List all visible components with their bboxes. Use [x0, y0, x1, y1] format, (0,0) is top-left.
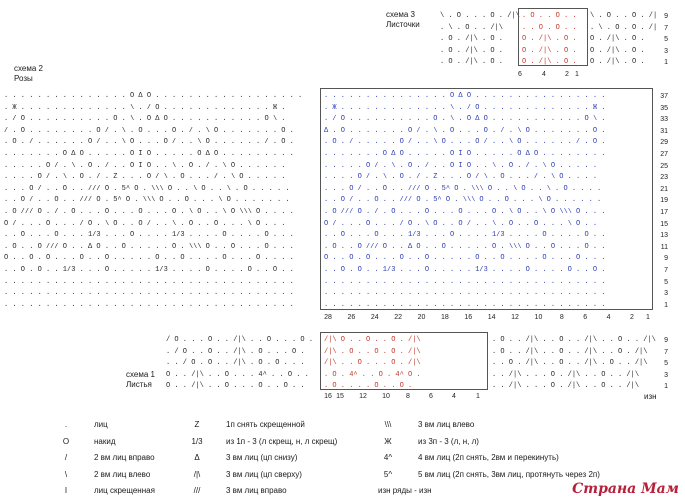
scheme3-row-number: 9 — [664, 13, 668, 20]
scheme2-col-number: 10 — [534, 314, 543, 321]
scheme2-col-number: 6 — [583, 314, 588, 321]
scheme1-row-repeat-stitches: /|\ . O . . O . O . /|\ — [324, 347, 421, 356]
scheme2-row-left-stitches: . . . . . . . . . . . . . . . . . . . . . . . . . . . . . . . . . . . — [4, 289, 294, 298]
scheme1-col-number: 6 — [429, 393, 433, 400]
scheme1-title-line2: Листья — [126, 380, 152, 389]
scheme3-highlight-frame — [518, 8, 588, 66]
scheme1-col-number: 10 — [382, 393, 390, 400]
scheme1-col-number: 16 — [324, 393, 332, 400]
scheme2-row-repeat-stitches: . . O / . . O . . /// O . 5^ O . \\\ O . . O . . . \ O . . . . . . — [324, 196, 602, 205]
scheme3-row-right-stitches: O . /|\ . O . — [590, 58, 645, 66]
legend-symbol: 5^ — [383, 469, 393, 479]
scheme1-col-number: 1 — [476, 393, 480, 400]
scheme2-row-number: 15 — [660, 220, 668, 228]
scheme2-row-left-stitches: . O . / . . . . . . O / . . \ O . . . O / . . \ O . . . . . . / . O . — [4, 138, 294, 147]
scheme2-title-line2: Розы — [14, 74, 33, 83]
legend-symbol: 4^ — [383, 453, 393, 463]
scheme1-row-right-stitches: . . O . /|\ . . O . . /|\ . O . . /|\ — [492, 359, 648, 367]
scheme3-row-repeat-stitches: . O . . O . . — [522, 12, 577, 20]
scheme3-row-repeat-stitches: O . /|\ . O . — [522, 46, 577, 55]
scheme3-row-repeat-stitches: O . /|\ . O . — [522, 35, 577, 43]
scheme2-row-left-stitches: . . . O / . . O . . /// O . 5^ O . \\\ O . . \ O . . \ . O . . . . . — [4, 184, 290, 193]
scheme1-row-left-stitches: / O . . . O . . /|\ . . O . . . O . — [166, 336, 314, 344]
legend-description: 3 вм лиц (цп сверху) — [226, 469, 302, 479]
legend-symbol: Δ — [194, 453, 200, 463]
scheme2-row-number: 9 — [664, 255, 668, 263]
scheme3-col-number: 2 — [565, 71, 569, 78]
scheme2-row-repeat-stitches: . . O . . . O . . . 1/3 . . . O . . . . 1/3 . . . . O . . . . O . . — [324, 231, 606, 240]
legend-description: 2 вм лиц вправо — [94, 453, 155, 463]
scheme2-col-number: 1 — [646, 314, 650, 321]
scheme1-row-right-stitches: . O . . /|\ . . O . . /|\ . . O . /|\ — [492, 347, 648, 356]
scheme3-row-number: 3 — [664, 47, 668, 55]
scheme2-row-repeat-stitches: . . . . . . . . . . . . . . . . . . . . . . . . . . . . . . . . . . — [324, 289, 606, 298]
scheme2-col-number: 22 — [394, 314, 403, 321]
scheme3-row-right-stitches: O . /|\ . O . — [590, 46, 645, 55]
scheme2-row-repeat-stitches: . Ж . . . . . . . . . . . . . \ . / O . . . . . . . . . . . . . Ж . — [324, 103, 606, 112]
legend-symbol: / — [64, 453, 68, 463]
scheme1-row-number: 7 — [664, 348, 668, 356]
scheme3-row-left-stitches: . O . /|\ . O . — [440, 35, 504, 43]
legend-symbol: Z — [194, 420, 200, 429]
scheme2-row-left-stitches: . . . . . . . . . . . . . . . . . . . . . . . . . . . . . . . . . . . — [4, 300, 294, 309]
scheme2-row-left-stitches: . / O . . . . . . . . . . O . \ . O Δ O . . . . . . . . . . . O \ . — [4, 115, 286, 124]
scheme2-row-left-stitches: . . . . O / . \ . O . / . Z . . . O / \ . O . . . / . \ O . . . . . — [4, 173, 286, 182]
scheme2-row-repeat-stitches: . O . / . . . . . O / . . \ O . . . O / . . \ O . . . . . . / . O . — [324, 138, 606, 147]
scheme3-title-line2: Листочки — [386, 20, 420, 29]
scheme1-row-repeat-stitches: /|\ . . O . . . O . /|\ — [324, 359, 421, 367]
scheme2-col-number: 18 — [441, 314, 449, 321]
scheme2-row-number: 27 — [660, 151, 668, 158]
scheme2-row-repeat-stitches: . . . . . . . O Δ O . . . . . O I O . . . . . O Δ O . . . . . . . . — [324, 150, 606, 158]
scheme1-row-right-stitches: . . /|\ . . . O . /|\ . . O . . /|\ — [492, 370, 640, 379]
scheme1-col-number: 12 — [359, 393, 367, 400]
scheme2-repeat-frame — [320, 88, 653, 310]
legend-description: лиц скрещенная — [94, 486, 155, 496]
scheme2-row-number: 21 — [660, 185, 668, 193]
scheme2-col-number: 26 — [347, 314, 356, 321]
scheme2-row-repeat-stitches: . . . O / . . O . . /// O . 5^ O . \\\ O . . \ O . . \ . O . . . . — [324, 184, 602, 193]
legend-symbol: . — [64, 420, 68, 429]
legend-description: 3 вм лиц влево — [418, 420, 475, 429]
scheme2-row-number: 17 — [660, 209, 668, 216]
scheme2-row-number: 3 — [664, 290, 668, 298]
scheme2-row-left-stitches: . . O . O . . 1/3 . . . O . . . . . 1/3 . . . . O . . . . O . . O . . — [4, 266, 294, 274]
scheme2-row-number: 1 — [664, 301, 668, 309]
scheme2-row-repeat-stitches: Δ . O . . . . . . . O / . \ . O . . . O . / . \ O . . . . . . . O . — [324, 126, 606, 135]
scheme3-col-number: 6 — [518, 71, 522, 78]
scheme2-row-left-stitches: . . O . . . O . . . 1/3 . . . O . . . . 1/3 . . . . O . . . . O . . . — [4, 231, 294, 240]
scheme3-row-right-stitches: O . /|\ . O . — [590, 35, 645, 43]
legend-symbol: \\\ — [384, 420, 392, 429]
legend-description: 3 вм лиц вправо — [226, 486, 287, 496]
scheme2-row-repeat-stitches: . . . . O / . \ . O . / . Z . . . O / \ . O . . . / . \ O . . . . — [324, 173, 598, 182]
scheme2-row-left-stitches: . . O / . . O . . /// O . 5^ O . \\\ O . . O . . . \ O . . . . . . . — [4, 196, 290, 205]
scheme1-row-left-stitches: . . / O . O . . /|\ . O . O . . . — [166, 359, 305, 367]
scheme1-col-number: 4 — [452, 393, 456, 400]
scheme2-col-number: 12 — [511, 314, 519, 321]
scheme3-row-number: 7 — [664, 24, 668, 32]
scheme2-row-left-stitches: / . O . . . . . . . . O / . \ . O . . . O . / . \ O . . . . . . . O . — [4, 126, 294, 135]
scheme2-row-repeat-stitches: O . . O . O . . . O . . O . . . . . O . . O . . . . O . . . O . . . — [324, 254, 606, 263]
scheme2-row-number: 37 — [660, 93, 668, 100]
scheme2-col-number: 8 — [559, 314, 564, 321]
scheme2-row-left-stitches: . Ж . . . . . . . . . . . . . \ . / O . . . . . . . . . . . . . Ж . — [4, 103, 286, 112]
scheme2-row-left-stitches: O . . O . O . . . O . . O . . . . . O . . O . . . . O . . . O . . . . — [4, 254, 294, 263]
scheme2-col-number: 20 — [417, 314, 426, 321]
scheme2-row-left-stitches: . . . . . . . . . . . . . . . O Δ O . . . . . . . . . . . . . . . . . . — [4, 92, 303, 100]
scheme2-row-repeat-stitches: . . . . . . . . . . . . . . . . . . . . . . . . . . . . . . . . . . — [324, 277, 606, 286]
scheme2-row-number: 7 — [664, 267, 668, 274]
scheme1-row-number: 1 — [664, 383, 668, 390]
scheme1-row-right-stitches: . . /|\ . . . O . /|\ . . O . . /|\ — [492, 382, 640, 390]
scheme2-row-repeat-stitches: . . . . . . . . . . . . . . . O Δ O . . . . . . . . . . . . . . . . — [324, 92, 606, 100]
scheme3-col-number: 4 — [542, 71, 546, 78]
legend-symbol: O — [62, 436, 70, 446]
site-watermark: Страна Мам — [572, 481, 679, 497]
scheme2-row-number: 25 — [660, 162, 668, 170]
scheme2-row-repeat-stitches: . . . . . O / . \ . O . / . . O I O . . \ . O . / . \ O . . . . . — [324, 161, 598, 170]
scheme1-row-number: 9 — [664, 337, 668, 344]
scheme2-row-number: 5 — [664, 278, 668, 286]
scheme2-col-number: 16 — [464, 314, 473, 321]
scheme1-title-line1: схема 1 — [126, 370, 155, 379]
scheme1-row-left-stitches: . / O . . O . . /|\ . O . . . O . — [166, 347, 305, 356]
legend-description: 1п снять скрещенной — [226, 420, 305, 429]
scheme2-row-repeat-stitches: . O . . O /// O . . Δ O . . O . . . . . O . \\\ O . . O . . . O . . — [324, 242, 606, 251]
legend-symbol: /// — [193, 486, 201, 496]
scheme1-repeat-frame — [320, 332, 488, 390]
scheme3-title-line1: схема 3 — [386, 10, 415, 19]
scheme2-row-left-stitches: . . . . . O / . \ . O . / . . O I O . . \ . O . / . \ O . . . . . . — [4, 161, 286, 170]
legend-description: 4 вм лиц (2п снять, 2вм и перекинуть) — [418, 453, 559, 463]
scheme2-col-number: 28 — [324, 314, 332, 321]
scheme2-row-repeat-stitches: . . . . . . . . . . . . . . . . . . . . . . . . . . . . . . . . . . — [324, 300, 606, 309]
scheme2-row-number: 29 — [660, 139, 668, 147]
scheme1-row-left-stitches: O . . /|\ . . O . . . O . . O . . — [166, 382, 305, 390]
legend-description: из 1п - 3 (л скрещ, н, л скрещ) — [226, 436, 338, 446]
scheme3-row-right-stitches: . \ . O . O . /| — [590, 23, 658, 32]
scheme3-row-left-stitches: . O . /|\ . O . — [440, 46, 504, 55]
scheme3-row-right-stitches: \ . O . . O . /| — [590, 12, 658, 20]
scheme1-row-right-stitches: . O . . /|\ . . O . . /|\ . . O . . /|\ — [492, 336, 656, 344]
scheme3-col-number: 1 — [575, 71, 579, 78]
legend-description: накид — [94, 436, 116, 446]
scheme2-col-number: 14 — [487, 314, 496, 321]
legend-description: изн ряды - изн — [378, 486, 432, 496]
scheme1-row-left-stitches: O . . /|\ . . O . . . 4^ . . O . . — [166, 370, 309, 379]
scheme2-row-repeat-stitches: . O /// O . / . O . . . O . . . O . . . O . \ O . . \ O \\\ O . . . — [324, 208, 606, 216]
legend-symbol: /|\ — [193, 469, 201, 479]
scheme2-col-number: 24 — [370, 314, 379, 321]
legend-description: лиц — [94, 420, 108, 429]
scheme3-row-repeat-stitches: O . /|\ . O . — [522, 58, 577, 66]
scheme2-row-number: 31 — [660, 127, 668, 135]
scheme2-row-left-stitches: . O /// O . / . O . . . O . . . O . . . O . \ O . . \ O \\\ O . . . . — [4, 208, 294, 216]
scheme3-row-left-stitches: . O . /|\ . O . — [440, 58, 504, 66]
scheme3-row-left-stitches: \ . O . . . O . /|\ — [440, 12, 520, 20]
scheme1-row-number: 5 — [664, 360, 668, 367]
scheme1-col-number: 8 — [406, 393, 410, 400]
legend-description: 2 вм лиц влево — [94, 469, 151, 479]
scheme2-row-left-stitches: . O . . O /// O . . Δ O . . O . . . . . O . \\\ O . . O . . . O . . . — [4, 242, 294, 251]
scheme2-row-number: 19 — [660, 197, 668, 205]
scheme2-row-number: 11 — [660, 243, 668, 251]
scheme2-col-number: 4 — [606, 314, 611, 321]
scheme3-row-number: 1 — [664, 59, 668, 66]
scheme1-row-repeat-stitches: . O . 4^ . . O . 4^ O . — [324, 370, 421, 379]
scheme1-col-number: 15 — [336, 393, 344, 400]
scheme2-row-left-stitches: . . . . . . . . . . . . . . . . . . . . . . . . . . . . . . . . . . . — [4, 277, 294, 286]
legend-symbol: \ — [64, 469, 68, 479]
scheme1-row-repeat-stitches: /|\ O . . O . . O . /|\ — [324, 336, 421, 344]
legend-description: 5 вм лиц (2п снять, 3вм лиц, протянуть через 2п) — [418, 469, 600, 479]
legend-description: 3 вм лиц (цп снизу) — [226, 453, 298, 463]
scheme2-col-number: 2 — [630, 314, 634, 321]
scheme3-row-left-stitches: . \ . O . . /|\ — [440, 23, 504, 32]
scheme1-row-number: 3 — [664, 371, 668, 379]
scheme2-title — [14, 64, 43, 84]
scheme2-title-line1: схема 2 — [14, 64, 43, 73]
legend-description: из 3п - 3 (л, н, л) — [418, 436, 479, 446]
scheme2-row-number: 23 — [660, 174, 668, 182]
legend-symbol: 1/3 — [191, 436, 203, 446]
scheme2-row-repeat-stitches: . / O . . . . . . . . . . O . \ . O Δ O . . . . . . . . . . . O \ . — [324, 115, 606, 124]
scheme2-row-number: 35 — [660, 104, 668, 112]
scheme3-row-number: 5 — [664, 36, 668, 43]
scheme2-row-repeat-stitches: . . O . O . . 1/3 . . . O . . . . . 1/3 . . . . O . . . . O . . O . — [324, 266, 606, 274]
scheme1-izn-label: изн — [644, 392, 657, 401]
scheme2-row-repeat-stitches: O / . . . O . . . / O . \ O . . O / . . \ . O . . O . . . \ O . . — [324, 219, 598, 228]
scheme1-row-repeat-stitches: . O . . . . O . . O . — [324, 382, 413, 390]
scheme2-row-left-stitches: . . . . . . . O Δ O . . . . . O I O . . . . . O Δ O . . . . . . . . . — [4, 150, 294, 158]
scheme2-row-left-stitches: O / . . . O . . . / O . \ O . . O / . . \ . O . . O . . . \ O . . . — [4, 219, 286, 228]
scheme3-row-repeat-stitches: . . O . O . . — [522, 23, 577, 32]
scheme2-row-number: 33 — [660, 116, 668, 124]
scheme2-row-number: 13 — [660, 232, 668, 240]
legend-symbol: I — [64, 486, 68, 496]
legend-symbol: Ж — [384, 436, 392, 446]
